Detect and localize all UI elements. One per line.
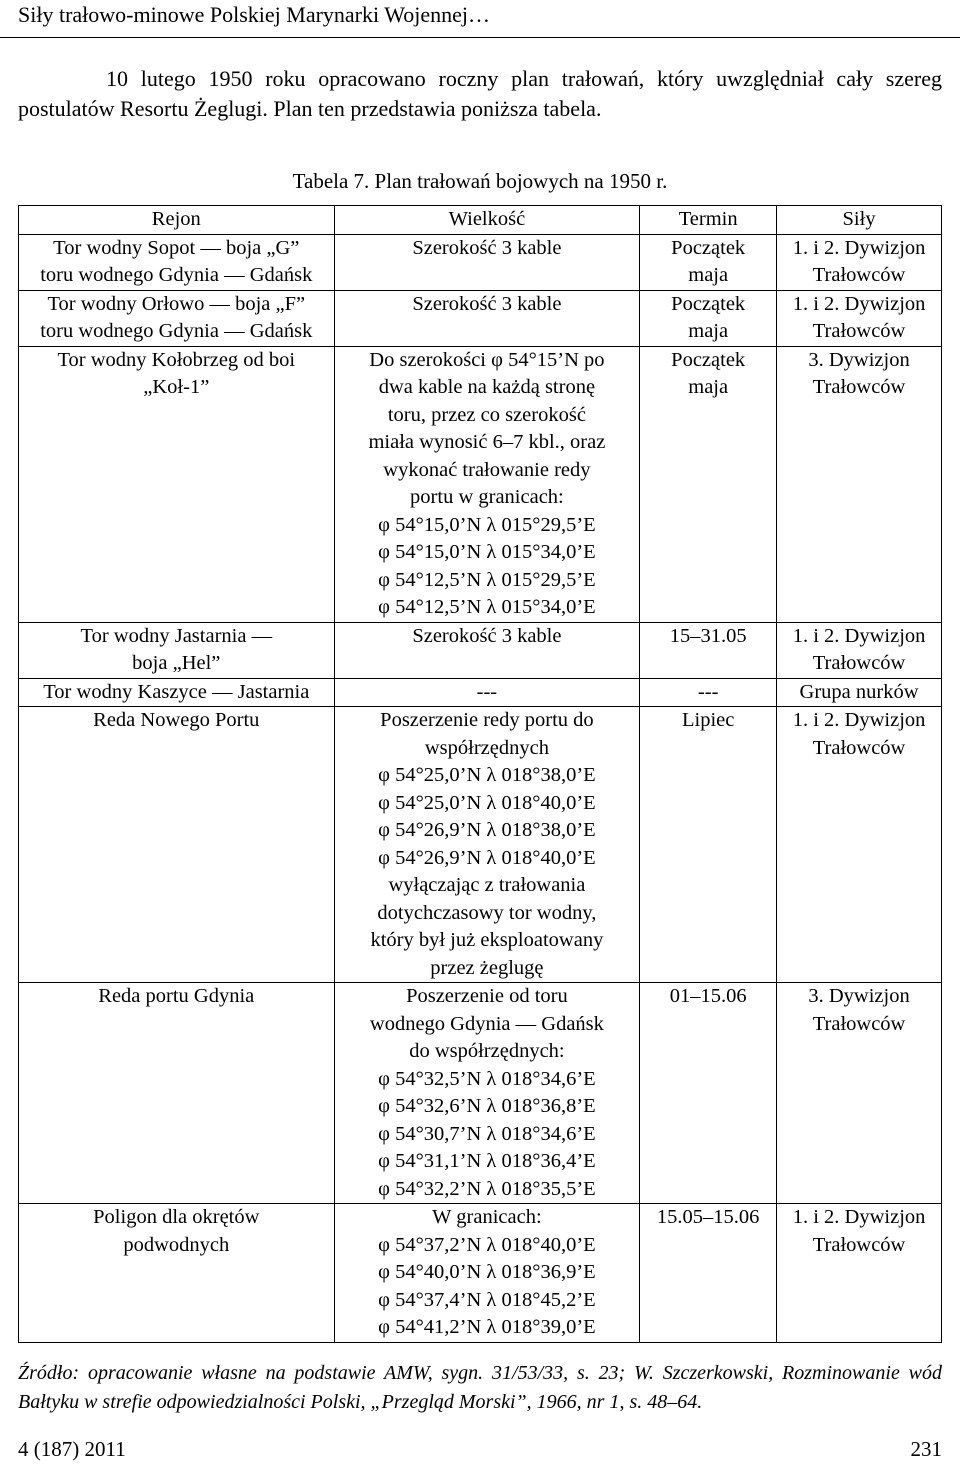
cell-line: Szerokość 3 kable [412,292,562,315]
cell-line: Początek [671,236,746,259]
cell-forces [777,234,942,290]
cell-line: 1. i 2. Dywizjon [792,236,926,259]
cell-line: Tor wodny Kaszyce — Jastarnia [43,680,310,703]
cell-line: φ 54°30,7’N λ 018°34,6’E [378,1122,596,1145]
cell-line: przez żeglugę [430,956,544,979]
cell-line: 1. i 2. Dywizjon [792,1206,926,1228]
cell-line: toru, przez co szerokość [387,403,586,426]
cell-region [19,1204,335,1343]
cell-line: 3. Dywizjon [808,348,910,371]
cell-line: Poszerzenie redy portu do [380,709,594,731]
table-caption: Tabela 7. Plan trałowań bojowych na 1950 r. [292,169,668,193]
table-row [19,983,942,1204]
cell-forces [777,622,942,678]
cell-line: wykonać trałowanie redy [383,458,591,481]
table-row [19,707,942,983]
cell-line: który był już eksploatowany [370,929,604,951]
cell-line: φ 54°12,5’N λ 015°29,5’E [378,568,596,591]
cell-line: φ 54°32,5’N λ 018°34,6’E [378,1067,596,1090]
cell-line: φ 54°15,0’N λ 015°29,5’E [378,513,596,536]
cell-forces [777,983,942,1204]
sweeping-plan-table [18,205,942,1343]
table-row [19,678,942,707]
cell-line: boja „Hel” [132,652,221,674]
cell-line: Trałowców [812,1012,906,1035]
cell-line: 15–31.05 [669,624,747,647]
cell-line: Szerokość 3 kable [412,624,562,647]
cell-line: Grupa nurków [799,680,919,703]
cell-line: maja [688,320,729,342]
cell-line: Trałowców [812,376,906,398]
cell-line: φ 54°37,2’N λ 018°40,0’E [378,1233,596,1256]
running-title: Siły trałowo-minowe Polskiej Marynarki Wojennej… [18,2,490,27]
cell-line: wyłączając z trałowania [388,874,586,896]
cell-line: --- [697,680,719,703]
cell-size [334,1204,640,1343]
cell-line: 15.05–15.06 [656,1206,760,1228]
cell-line: do współrzędnych: [409,1040,565,1062]
cell-forces [777,346,942,622]
cell-size [334,346,640,622]
header-term: Termin [640,206,777,235]
cell-line: φ 54°40,0’N λ 018°36,9’E [378,1261,596,1283]
cell-term [640,983,777,1204]
cell-line: φ 54°25,0’N λ 018°40,0’E [378,791,596,814]
cell-size [334,622,640,678]
table-body [19,234,942,1342]
cell-line: Początek [671,292,746,315]
table-row [19,1204,942,1343]
cell-size [334,678,640,707]
cell-line: Do szerokości φ 54°15’N po [369,348,605,371]
cell-line: toru wodnego Gdynia — Gdańsk [40,320,313,342]
cell-line: φ 54°26,9’N λ 018°40,0’E [378,846,596,869]
cell-line: portu w granicach: [410,486,564,508]
table-row [19,290,942,346]
cell-line: podwodnych [123,1233,230,1256]
cell-line: Trałowców [812,1233,906,1256]
cell-forces [777,678,942,707]
cell-size [334,234,640,290]
header-forces: Siły [777,206,942,235]
cell-line: φ 54°32,6’N λ 018°36,8’E [378,1095,596,1117]
page-number: 231 [910,1437,942,1461]
cell-line: Reda portu Gdynia [98,985,255,1007]
cell-line: maja [688,376,729,398]
cell-line: --- [476,680,498,703]
table-row [19,234,942,290]
cell-line: Trałowców [812,264,906,286]
cell-line: 01–15.06 [669,985,747,1007]
cell-line: φ 54°25,0’N λ 018°38,0’E [378,764,596,786]
cell-line: „Koł-1” [143,376,210,398]
cell-line: φ 54°15,0’N λ 015°34,0’E [378,541,596,563]
cell-term [640,622,777,678]
cell-line: Trałowców [812,320,906,342]
cell-line: 3. Dywizjon [808,985,910,1007]
cell-region [19,346,335,622]
intro-text [18,64,942,124]
cell-forces [777,1204,942,1343]
cell-line: dwa kable na każdą stronę [378,376,596,398]
header-size: Wielkość [334,206,640,235]
cell-line: 1. i 2. Dywizjon [792,709,926,731]
cell-region [19,707,335,983]
cell-line: φ 54°31,1’N λ 018°36,4’E [378,1150,596,1172]
header-divider [0,37,960,38]
cell-line: φ 54°41,2’N λ 018°39,0’E [378,1316,596,1338]
cell-region [19,234,335,290]
cell-line: Szerokość 3 kable [412,236,562,259]
cell-line: 1. i 2. Dywizjon [792,292,926,315]
cell-term [640,707,777,983]
table-row [19,346,942,622]
cell-line: W granicach: [432,1206,542,1228]
cell-line: φ 54°12,5’N λ 015°34,0’E [378,596,596,618]
cell-term [640,1204,777,1343]
cell-line: Poszerzenie od toru [406,985,568,1007]
cell-line: toru wodnego Gdynia — Gdańsk [40,264,313,286]
issue-number: 4 (187) 2011 [18,1437,126,1461]
cell-line: Tor wodny Sopot — boja „G” [53,236,300,259]
cell-forces [777,707,942,983]
header-region: Rejon [19,206,335,235]
cell-term [640,678,777,707]
cell-term [640,234,777,290]
cell-line: φ 54°37,4’N λ 018°45,2’E [378,1288,596,1311]
cell-size [334,290,640,346]
cell-region [19,290,335,346]
cell-line: φ 54°26,9’N λ 018°38,0’E [378,819,596,841]
cell-line: wodnego Gdynia — Gdańsk [369,1012,604,1035]
cell-line: Tor wodny Orłowo — boja „F” [47,292,306,315]
cell-size [334,983,640,1204]
cell-line: 1. i 2. Dywizjon [792,624,926,647]
cell-line: Tor wodny Jastarnia — [80,624,273,647]
source-note: Źródło: opracowanie własne na podstawie AMW, sygn. 31/53/33, s. 23; W. Szczerkowski, Rozminowanie wód Bałtyku w strefie odpowiedzialności Polski, „Przegląd Morski”, 1966, nr 1, s. 48–64. [18,1362,942,1413]
table-header-row [19,206,942,235]
cell-term [640,346,777,622]
cell-line: Lipiec [681,709,735,731]
cell-line: Początek [671,348,746,371]
cell-line: φ 54°32,2’N λ 018°35,5’E [378,1177,596,1200]
cell-region [19,678,335,707]
cell-forces [777,290,942,346]
cell-term [640,290,777,346]
cell-line: miała wynosić 6–7 kbl., oraz [368,431,606,453]
intro-paragraph: 10 lutego 1950 roku opracowano roczny plan trałowań, który uwzględniał cały szereg postulatów Resortu Żeglugi. Plan ten przedstawia poniższa tabela. [18,66,942,121]
cell-size [334,707,640,983]
cell-line: Poligon dla okrętów [93,1206,260,1228]
cell-line: Trałowców [812,652,906,674]
cell-line: współrzędnych [424,736,549,759]
table-row [19,622,942,678]
cell-region [19,983,335,1204]
cell-region [19,622,335,678]
cell-line: dotychczasowy tor wodny, [377,901,597,924]
cell-line: maja [688,264,729,286]
cell-line: Reda Nowego Portu [93,709,260,731]
cell-line: Trałowców [812,736,906,759]
cell-line: Tor wodny Kołobrzeg od boi [57,348,296,371]
